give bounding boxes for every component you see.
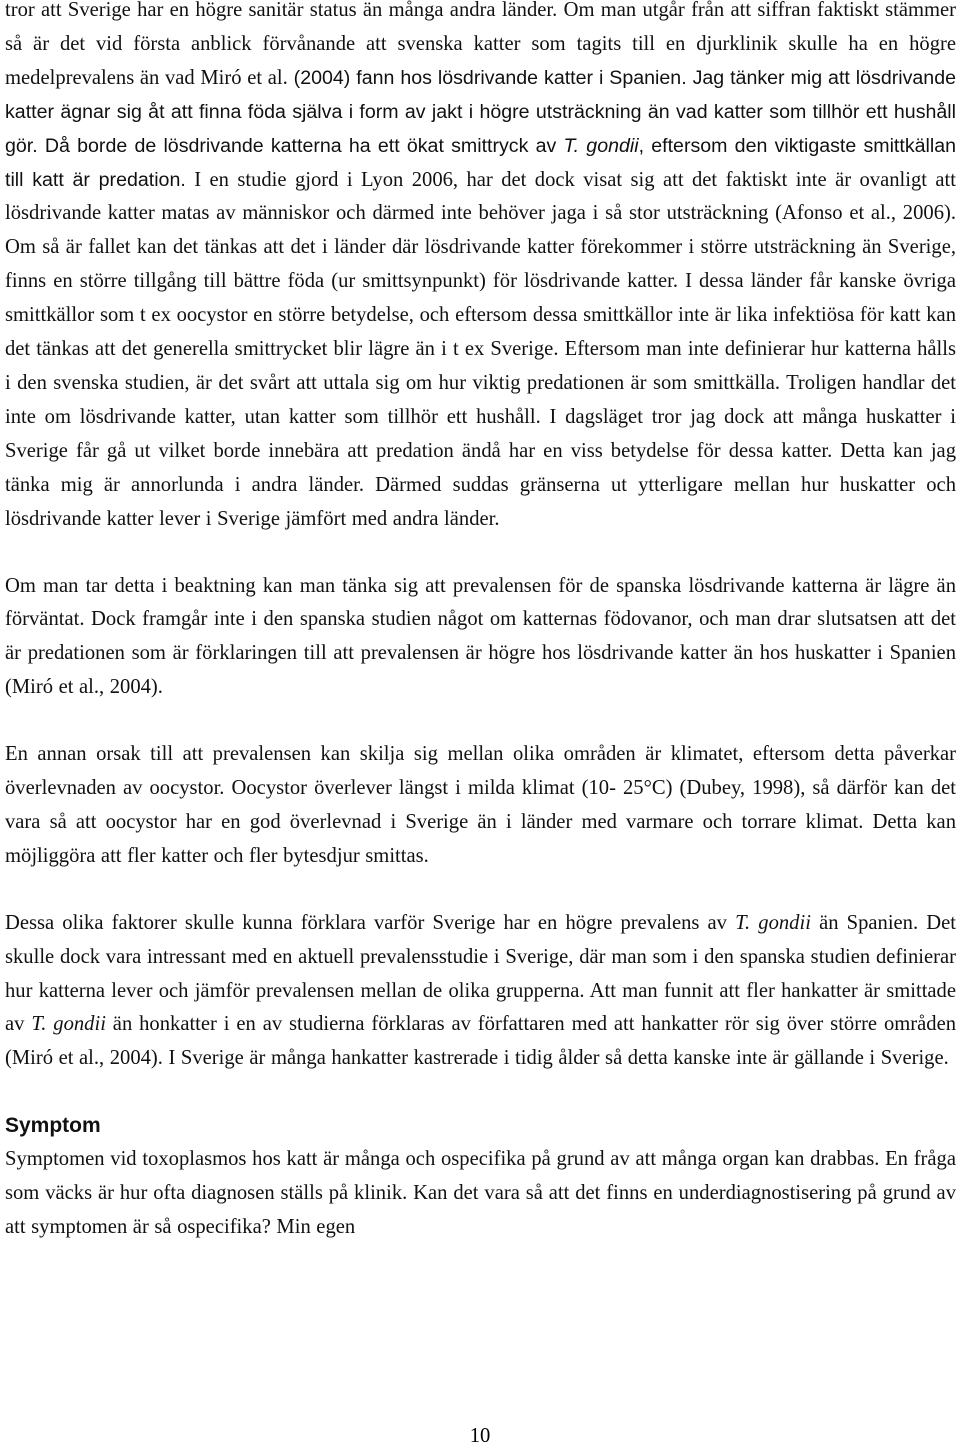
paragraph-predation — [5, 0, 956, 537]
paragraph-spacer — [5, 705, 956, 738]
paragraph-spanish-study: Om man tar detta i beaktning kan man tänka sig att prevalensen för de spanska lösdrivande katterna är lägre än förväntat. Dock framgår inte i den spanska studien något om katternas födovanor, och man drar slutsatsen att det är predationen som är förklaringen till att prevalensen är högre hos lösdrivande katter än hos huskatter i Spanien (Miró et al., 2004). — [5, 574, 956, 699]
species-name: T. gondii — [31, 1013, 106, 1036]
paragraph-text: (2004) fann hos lösdrivande katter i Spanien. Jag tänker mig att lösdrivande katter ägnar sig åt att finna föda själva i form av jakt i högre utsträckning än vad katter som tillhör ett hushåll gör. Då borde de lösdrivande katterna ha ett ökat smittryck av — [5, 66, 956, 157]
paragraph-text: än Spanien. Det skulle dock vara intressant med en aktuell prevalensstudie i Sverige, där man som i den spanska studien definierar hur katterna lever och jämför prevalensen mellan de olika grupperna. Att man funnit att fler hankatter är smittade av — [5, 911, 956, 1036]
species-name: T. gondii — [563, 134, 639, 157]
paragraph-symptoms: Symptomen vid toxoplasmos hos katt är många och ospecifika på grund av att många organ kan drabbas. En fråga som väcks är hur ofta diagnosen ställs på klinik. Kan det vara så att det finns en underdiagnostisering på grund av att symptomen är så ospecifika? Min egen — [5, 1148, 956, 1238]
paragraph-text: Dessa olika faktorer skulle kunna förklara varför Sverige har en högre prevalens av — [5, 911, 736, 934]
section-heading: Symptom — [5, 1114, 101, 1138]
paragraph-spacer — [5, 1076, 956, 1109]
paragraph-text: än honkatter i en av studierna förklaras av författaren med att hankatter rör sig över större områden (Miró et al., 2004). I Sverige är många hankatter kastrerade i tidig ålder så detta kanske inte är gällande i Sverige. — [5, 1013, 957, 1070]
paragraph-climate: En annan orsak till att prevalensen kan skilja sig mellan olika områden är klimatet, eftersom detta påverkar överlevnaden av oocystor. Oocystor överlever längst i milda klimat (10- 25°C) (Dubey, 1998), så därför kan det vara så att oocystor har en god överlevnad i Sverige än i länder med varmare och torrare klimat. Detta kan möjliggöra att fler katter och fler bytesdjur smittas. — [5, 743, 956, 867]
paragraph-factors — [5, 907, 956, 1077]
paragraph-text: I en studie gjord i Lyon 2006, har det dock visat sig att det faktiskt inte är ovanligt att lösdrivande katter matas av människor och därmed inte behöver jaga i så stor utsträckning (Afonso et al., 2006). Om så är fallet kan det tänkas att det i länder där lösdrivande katter förekommer i större utsträckning än Sverige, finns en större tillgång till bättre föda (ur smittsynpunkt) för lösdrivande katter. I dessa länder får kanske övriga smittkällor som t ex oocystor en större betydelse, och eftersom dessa smittkällor inte är lika infektiösa för katt kan det tänkas att det generella smittrycket blir lägre än i t ex Sverige. Eftersom man inte definierar hur katterna hålls i den svenska studien, är det svårt att uttala sig om hur viktig predationen är som smittkälla. Troligen handlar det inte om lösdrivande katter, utan katter som tillhör ett hushåll. I dagsläget tror jag dock att många huskatter i Sverige får gå ut vilket borde innebära att predation ändå har en viss betydelse för dessa katter. Detta kan jag tänka mig är annorlunda i andra länder. Därmed suddas gränserna ut ytterligare mellan hur huskatter och lösdrivande katter lever i Sverige jämfört med andra länder. — [5, 168, 956, 530]
paragraph-spacer — [5, 874, 956, 907]
paragraph-text: tror att Sverige har en högre sanitär status än många andra länder. Om man utgår från att siffran faktiskt stämmer så är det vid första anblick förvånande att svenska katter som tagits till en djurklinik skulle ha en högre medelprevalens än vad Miró et al. — [5, 0, 956, 89]
species-name: T. gondii — [735, 911, 811, 934]
paragraph-spacer — [5, 537, 956, 570]
paragraph-text: , eftersom den viktigaste smittkällan till katt är predation. — [5, 134, 957, 191]
page-number: 10 — [469, 1425, 491, 1447]
